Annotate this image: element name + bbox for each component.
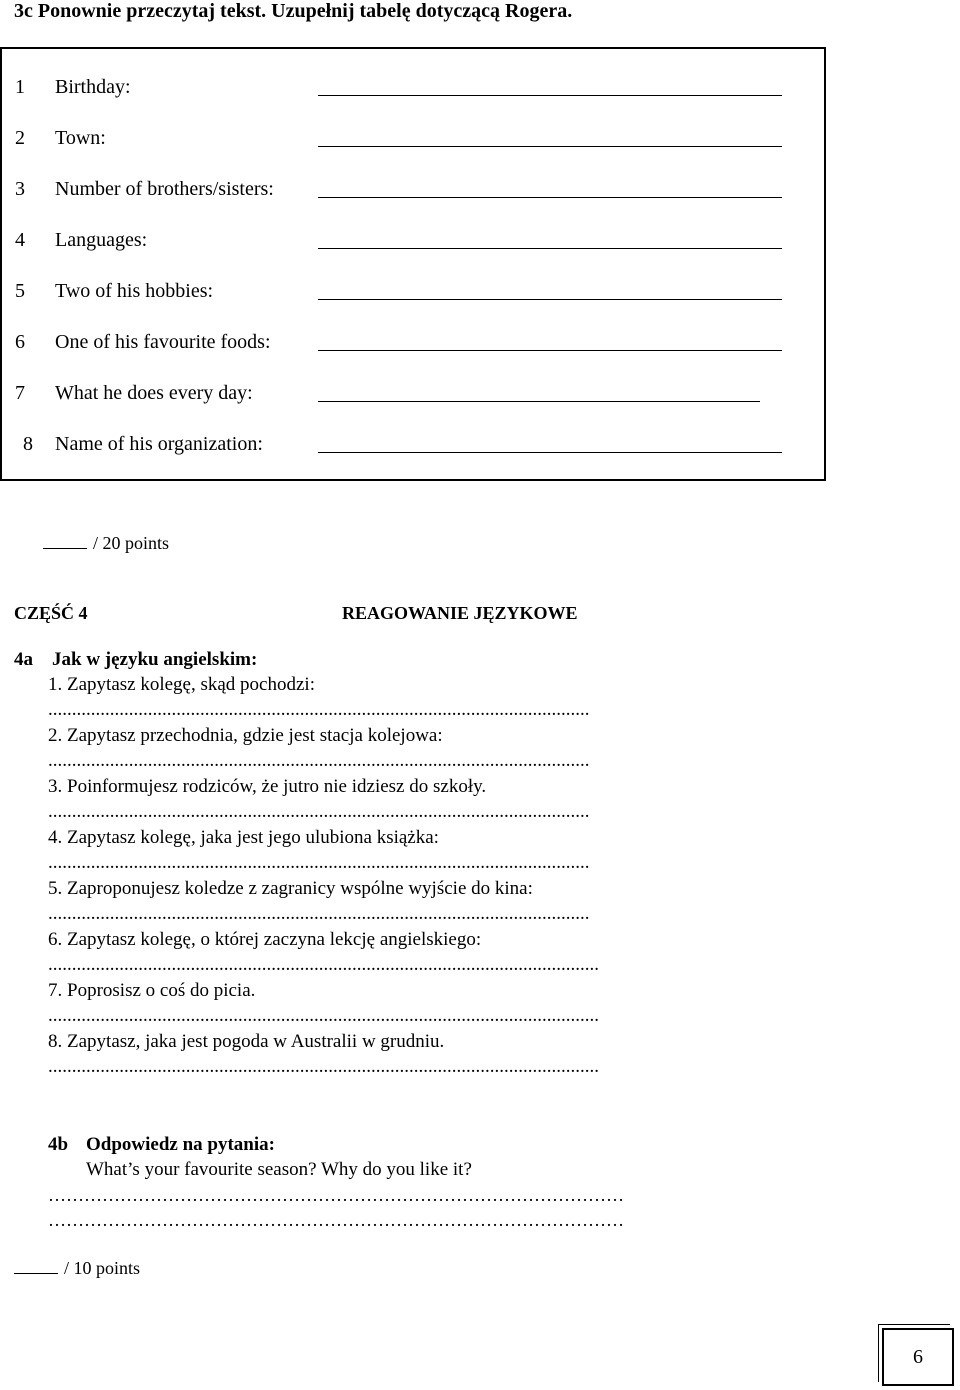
answer-line[interactable]: [318, 350, 782, 351]
section-4-score: [14, 1258, 140, 1279]
answer-line[interactable]: [318, 299, 782, 300]
task-item: 2. Zapytasz przechodnia, gdzie jest stacja kolejowa:: [48, 725, 443, 746]
row-number: 6: [15, 331, 25, 353]
row-label: Two of his hobbies:: [55, 280, 214, 302]
row-number: 4: [15, 229, 25, 251]
task-item: 1. Zapytasz kolegę, skąd pochodzi:: [48, 674, 315, 695]
answer-dots[interactable]: ..................................................................................................................: [48, 699, 590, 720]
row-number: 8: [23, 433, 33, 455]
task-item: 3. Poinformujesz rodziców, że jutro nie idziesz do szkoły.: [48, 776, 487, 797]
answer-dots[interactable]: ..................................................................................................................: [48, 852, 590, 873]
answer-dots[interactable]: ..................................................................................................................: [48, 903, 590, 924]
page-number-box: [882, 1328, 954, 1386]
table-row: [2, 331, 828, 361]
task-item: 8. Zapytasz, jaka jest pogoda w Australii w grudniu.: [48, 1031, 445, 1052]
task-item: 4. Zapytasz kolegę, jaka jest jego ulubiona książka:: [48, 827, 439, 848]
roger-info-table: [0, 47, 826, 481]
answer-line[interactable]: [318, 197, 782, 198]
answer-line[interactable]: [318, 401, 760, 402]
answer-line[interactable]: [318, 452, 782, 453]
row-number: 1: [15, 76, 25, 98]
answer-dots[interactable]: ....................................................................................................................: [48, 1005, 599, 1026]
row-number: 5: [15, 280, 25, 302]
question-text: What’s your favourite season? Why do you like it?: [86, 1159, 472, 1180]
row-number: 3: [15, 178, 25, 200]
row-label: Name of his organization:: [55, 433, 263, 455]
score-blank[interactable]: [43, 548, 87, 549]
answer-line[interactable]: ……………………………………………………………………………………: [48, 1210, 624, 1230]
table-row: [2, 433, 828, 463]
section-3c-score: [43, 533, 169, 554]
row-label: What he does every day:: [55, 382, 253, 404]
part-4-label: CZĘŚĆ 4: [14, 603, 88, 623]
points-label: / 20 points: [93, 533, 170, 553]
task-item: 7. Poprosisz o coś do picia.: [48, 980, 256, 1001]
answer-dots[interactable]: ..................................................................................................................: [48, 750, 590, 771]
points-label: / 10 points: [64, 1258, 141, 1278]
answer-dots[interactable]: ....................................................................................................................: [48, 954, 599, 975]
table-row: [2, 178, 828, 208]
table-row: [2, 280, 828, 310]
part-4-title: REAGOWANIE JĘZYKOWE: [342, 603, 578, 623]
section-4a-title: Jak w języku angielskim:: [52, 649, 258, 670]
table-row: [2, 76, 828, 106]
row-number: 2: [15, 127, 25, 149]
section-4b-title: Odpowiedz na pytania:: [86, 1134, 275, 1155]
answer-line[interactable]: ……………………………………………………………………………………: [48, 1185, 624, 1205]
section-4b-label: 4b: [48, 1134, 69, 1155]
answer-line[interactable]: [318, 146, 782, 147]
answer-dots[interactable]: ..................................................................................................................: [48, 801, 590, 822]
row-label: Birthday:: [55, 76, 131, 98]
answer-line[interactable]: [318, 248, 782, 249]
row-label: Languages:: [55, 229, 148, 251]
table-row: [2, 382, 828, 412]
row-label: One of his favourite foods:: [55, 331, 271, 353]
answer-dots[interactable]: ....................................................................................................................: [48, 1056, 599, 1077]
row-number: 7: [15, 382, 25, 404]
page-number: 6: [913, 1346, 923, 1368]
section-3c-title: 3c Ponownie przeczytaj tekst. Uzupełnij tabelę dotyczącą Rogera.: [14, 0, 573, 22]
task-item: 5. Zaproponujesz koledze z zagranicy wspólne wyjście do kina:: [48, 878, 533, 899]
answer-line[interactable]: [318, 95, 782, 96]
task-item: 6. Zapytasz kolegę, o której zaczyna lekcję angielskiego:: [48, 929, 482, 950]
table-row: [2, 229, 828, 259]
table-row: [2, 127, 828, 157]
section-4a-label: 4a: [14, 649, 33, 670]
row-label: Town:: [55, 127, 106, 149]
score-blank[interactable]: [14, 1273, 58, 1274]
row-label: Number of brothers/sisters:: [55, 178, 274, 200]
